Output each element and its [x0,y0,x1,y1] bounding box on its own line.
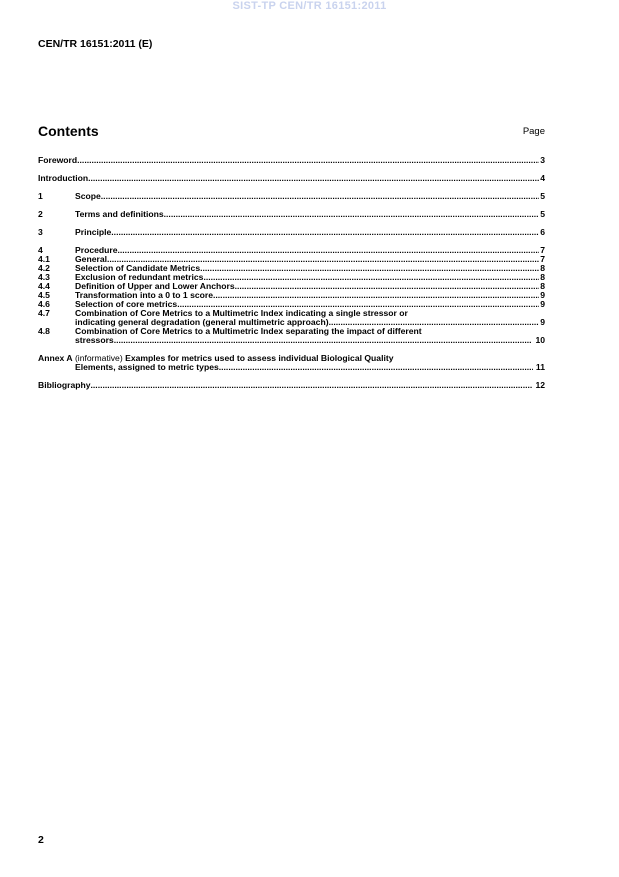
toc-entry-title: Transformation into a 0 to 1 score [75,290,214,300]
document-id: CEN/TR 16151:2011 (E) [38,38,153,50]
dot-leader [77,156,539,165]
toc-entry-page: 7 [540,245,545,255]
toc-entry-number: 4.4 [38,281,50,291]
toc-entry-page: 12 [535,380,545,390]
toc-entry-page: 8 [540,281,545,291]
toc-entry-number: 4.5 [38,290,50,300]
table-of-contents [38,156,545,390]
dot-leader [111,228,539,237]
annex-label: Annex A [38,353,73,363]
toc-entry-title: Introduction [38,173,89,183]
toc-entry-title: Definition of Upper and Lower Anchors [75,281,235,291]
toc-entry-number: 4.8 [38,326,50,336]
dot-leader [101,192,539,201]
watermark: SIST-TP CEN/TR 16151:2011 [232,0,387,12]
dot-leader [114,336,533,345]
dot-leader [118,246,540,255]
toc-entry-combination-general[interactable] [38,309,545,327]
toc-entry-title: Bibliography [38,380,91,390]
dot-leader [164,210,540,219]
toc-entry-number: 2 [38,209,43,219]
toc-entry-number: 4.7 [38,308,50,318]
toc-entry-scope[interactable] [38,192,545,201]
toc-entry-page: 4 [540,173,545,183]
page-number: 2 [38,834,44,846]
toc-entry-title: Foreword [38,155,78,165]
toc-entry-page: 9 [540,290,545,300]
toc-entry-title: Scope [75,191,101,201]
toc-entry-page: 10 [535,335,545,345]
toc-entry-terms-and-definitions[interactable] [38,210,545,219]
toc-entry-title: Principle [75,227,112,237]
toc-entry-number: 4.1 [38,254,50,264]
toc-entry-title-line: Examples for metrics used to assess individual Biological Quality [125,353,394,363]
toc-entry-number: 1 [38,191,43,201]
toc-entry-number: 4.2 [38,263,50,273]
toc-entry-foreword[interactable] [38,156,545,165]
toc-entry-combination-separating[interactable] [38,327,545,345]
toc-entry-title: stressors [75,335,114,345]
dot-leader [219,363,533,372]
toc-entry-page: 7 [540,254,545,264]
toc-entry-title: indicating general degradation (general multimetric approach) [75,317,329,327]
toc-entry-title: Selection of core metrics [75,299,178,309]
toc-entry-annex-a[interactable] [38,354,545,372]
toc-entry-page: 8 [540,263,545,273]
dot-leader [200,264,539,273]
toc-entry-title: Selection of Candidate Metrics [75,263,201,273]
toc-entry-procedure[interactable] [38,246,545,255]
toc-entry-number: 3 [38,227,43,237]
toc-entry-page: 11 [535,362,545,372]
toc-entry-page: 5 [540,209,545,219]
page-column-label: Page [522,126,545,137]
annex-type: (informative) [74,353,123,363]
dot-leader [88,174,539,183]
toc-entry-page: 5 [540,191,545,201]
toc-entry-page: 3 [540,155,545,165]
toc-entry-page: 8 [540,272,545,282]
toc-entry-title: Elements, assigned to metric types [75,362,219,372]
toc-entry-principle[interactable] [38,228,545,237]
toc-entry-title: Terms and definitions [75,209,164,219]
dot-leader [213,291,539,300]
toc-entry-title-line: Combination of Core Metrics to a Multimetric Index separating the impact of different [75,326,422,336]
toc-entry-bibliography[interactable] [38,381,545,390]
dot-leader [91,381,533,390]
toc-entry-title: Procedure [75,245,118,255]
dot-leader [235,282,540,291]
toc-entry-page: 6 [540,227,545,237]
toc-entry-page: 9 [540,317,545,327]
toc-entry-title: Exclusion of redundant metrics [75,272,204,282]
toc-entry-introduction[interactable] [38,174,545,183]
toc-entry-title: General [75,254,108,264]
toc-entry-page: 9 [540,299,545,309]
contents-heading: Contents [38,123,99,139]
dot-leader [203,273,539,282]
toc-entry-number: 4 [38,245,43,255]
toc-entry-title-line: Combination of Core Metrics to a Multimetric Index indicating a single stressor or [75,308,408,318]
toc-entry-number: 4.6 [38,299,50,309]
toc-entry-number: 4.3 [38,272,50,282]
